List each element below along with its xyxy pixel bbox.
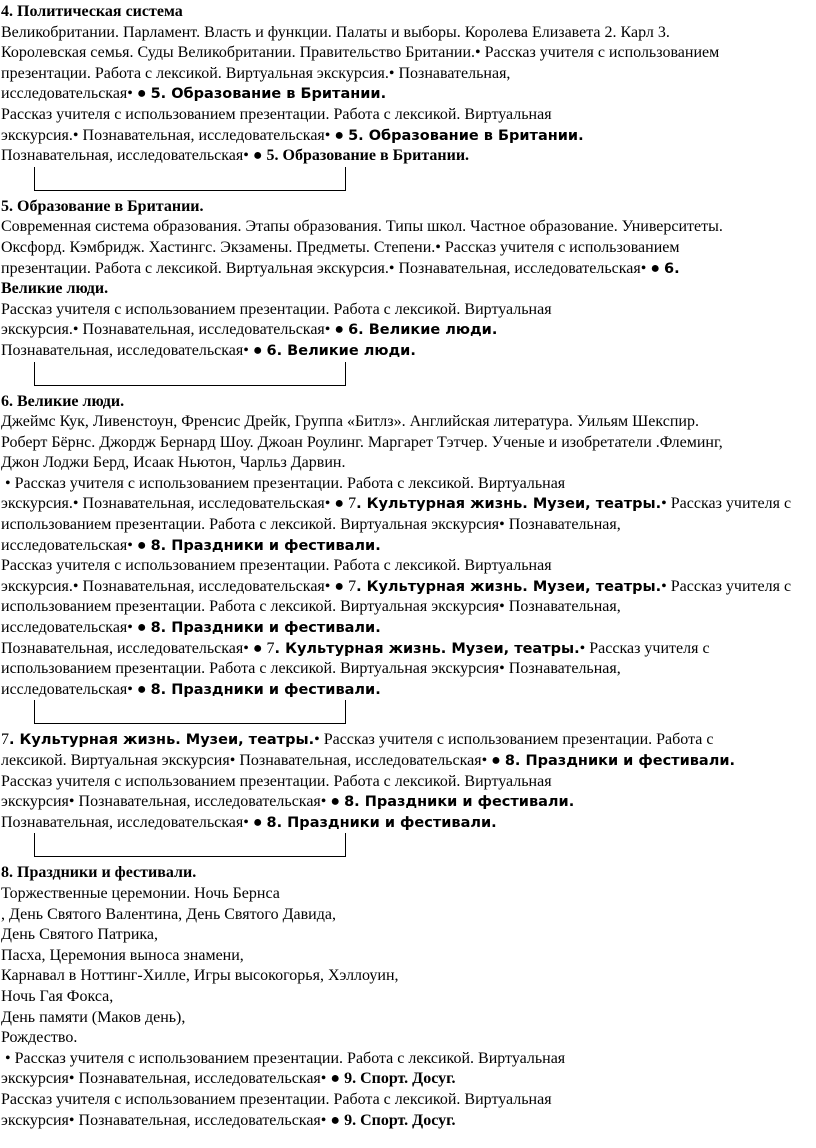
next-topic: 9. Спорт. Досуг.: [344, 1111, 456, 1129]
next-topic: 5. Образование в Британии.: [266, 147, 470, 165]
bullet-icon: •: [388, 259, 395, 277]
bullet-icon: ●: [330, 1111, 341, 1129]
bullet-icon: •: [640, 259, 647, 277]
next-topic: Великие люди.: [1, 280, 109, 298]
bullet-icon: •: [72, 577, 79, 595]
text-line: экскурсия.• Познавательная, исследовательская• ● 7. Культурная жизнь. Музеи, театры.• Рассказ учителя с: [1, 577, 792, 595]
bullet-icon: •: [68, 793, 75, 811]
next-topic-number: 6.: [663, 260, 680, 277]
text-line: Рассказ учителя с использованием презентации. Работа с лексикой. Виртуальная: [1, 105, 552, 123]
bullet-icon: ●: [491, 752, 501, 769]
bullet-icon: ●: [334, 321, 345, 339]
section-heading: 8. Праздники и фестивали.: [1, 864, 197, 882]
bullet-icon: ●: [334, 577, 345, 595]
bullet-icon: •: [127, 619, 133, 637]
bullet-icon: ●: [650, 259, 660, 277]
section-heading: 6. Великие люди.: [1, 392, 125, 410]
bullet-icon: •: [68, 1070, 75, 1088]
text-line: использованием презентации. Работа с лексикой. Виртуальная экскурсия• Познавательная,: [1, 598, 621, 616]
bullet-icon: ●: [136, 85, 147, 103]
next-topic: . Культурная жизнь. Музеи, театры.: [356, 496, 662, 513]
bullet-icon: •: [499, 660, 505, 678]
text-line: Великобритании. Парламент. Власть и функции. Палаты и выборы. Королева Елизавета 2. Карл 3.: [1, 23, 670, 41]
text-line: • Рассказ учителя с использованием презентации. Работа с лексикой. Виртуальная: [5, 1049, 566, 1067]
text-line: Рассказ учителя с использованием презентации. Работа с лексикой. Виртуальная: [1, 1090, 552, 1108]
bullet-icon: •: [243, 813, 249, 831]
bullet-icon: •: [72, 495, 79, 513]
bullet-icon: •: [499, 598, 505, 616]
bullet-icon: ●: [252, 341, 263, 359]
next-topic: 8. Праздники и фестивали.: [150, 537, 381, 554]
next-topic: 8. Праздники и фестивали.: [150, 681, 381, 698]
bullet-icon: •: [324, 321, 331, 339]
bullet-icon: •: [72, 126, 79, 144]
bullet-icon: •: [127, 680, 133, 698]
bullet-icon: •: [661, 495, 667, 513]
text-line: исследовательская• ● 8. Праздники и фестивали.: [1, 536, 381, 554]
text-line: исследовательская• ● 8. Праздники и фестивали.: [1, 680, 381, 698]
text-line: Познавательная, исследовательская• ● 5. Образование в Британии.: [1, 147, 470, 165]
text-line: экскурсия• Познавательная, исследовательская• ● 9. Спорт. Досуг.: [1, 1111, 456, 1129]
section-8: [1, 863, 813, 1131]
bracket-divider: [34, 362, 346, 386]
bullet-icon: •: [68, 1111, 75, 1129]
bullet-icon: •: [127, 536, 133, 554]
bullet-icon: •: [324, 495, 331, 513]
text-line: экскурсия• Познавательная, исследовательская• ● 9. Спорт. Досуг.: [1, 1070, 456, 1088]
text-line: Джеймс Кук, Ливенстоун, Френсис Дрейк, Группа «Битлз». Английская литература. Уильям Шекспир.: [1, 413, 699, 431]
section-7: [1, 730, 813, 857]
bullet-icon: ●: [136, 619, 147, 637]
bullet-icon: ●: [252, 147, 263, 165]
next-topic: 6. Великие люди.: [348, 322, 498, 339]
bracket-divider: [34, 700, 346, 724]
next-topic: . Культурная жизнь. Музеи, театры.: [356, 578, 662, 595]
bullet-icon: ●: [252, 813, 263, 831]
bullet-icon: •: [243, 341, 249, 359]
text-line: День памяти (Маков день),: [1, 1008, 186, 1026]
bullet-icon: •: [499, 516, 505, 534]
bullet-icon: ●: [136, 680, 147, 698]
bullet-icon: ●: [330, 793, 341, 811]
bullet-icon: •: [127, 85, 133, 103]
text-line: экскурсия.• Познавательная, исследовательская• ● 6. Великие люди.: [1, 321, 498, 339]
next-topic: 8. Праздники и фестивали.: [150, 620, 381, 637]
text-line: использованием презентации. Работа с лексикой. Виртуальная экскурсия• Познавательная,: [1, 660, 621, 678]
bullet-icon: •: [475, 44, 481, 62]
section-heading: . Культурная жизнь. Музеи, театры.: [9, 732, 315, 749]
text-line: Рассказ учителя с использованием презентации. Работа с лексикой. Виртуальная: [1, 300, 552, 318]
text-line: презентации. Работа с лексикой. Виртуальная экскурсия.• Познавательная, исследовательская• ● 6.: [1, 259, 680, 277]
text-line: Познавательная, исследовательская• ● 6. Великие люди.: [1, 341, 416, 359]
text-line: исследовательская• ● 8. Праздники и фестивали.: [1, 619, 381, 637]
text-line: Познавательная, исследовательская• ● 8. Праздники и фестивали.: [1, 813, 497, 831]
bullet-icon: ●: [136, 536, 147, 554]
text-line: лексикой. Виртуальная экскурсия• Познавательная, исследовательская• ● 8. Праздники и фестивали.: [1, 752, 735, 769]
text-line: Рождество.: [1, 1029, 78, 1047]
bullet-icon: •: [320, 1111, 327, 1129]
text-line: Роберт Бёрнс. Джордж Бернард Шоу. Джоан Роулинг. Маргарет Тэтчер. Ученые и изобретатели .Флеминг,: [1, 433, 723, 451]
bullet-icon: •: [314, 731, 320, 749]
bullet-icon: •: [481, 752, 488, 769]
next-topic: 5. Образование в Британии.: [348, 127, 584, 144]
section-heading: 4. Политическая система: [1, 3, 183, 20]
bullet-icon: ●: [334, 495, 345, 513]
text-line: Ночь Гая Фокса,: [1, 987, 114, 1005]
bullet-icon: •: [320, 793, 327, 811]
bullet-icon: ●: [334, 126, 345, 144]
bullet-icon: •: [243, 147, 249, 165]
bracket-divider: [34, 167, 346, 191]
bullet-icon: •: [72, 321, 79, 339]
bullet-icon: •: [579, 639, 586, 657]
text-line: Торжественные церемонии. Ночь Бернса: [1, 884, 280, 902]
next-topic: 8. Праздники и фестивали.: [266, 814, 497, 831]
text-line: экскурсия• Познавательная, исследовательская• ● 8. Праздники и фестивали.: [1, 793, 575, 811]
next-topic: 8. Праздники и фестивали.: [504, 753, 735, 769]
bullet-icon: •: [5, 474, 11, 492]
next-topic: . Культурная жизнь. Музеи, театры.: [274, 640, 580, 657]
text-line: , День Святого Валентина, День Святого Давида,: [1, 905, 336, 923]
text-line: презентации. Работа с лексикой. Виртуальная экскурсия.• Познавательная,: [1, 64, 511, 82]
section-5: [1, 197, 813, 386]
bullet-icon: •: [320, 1070, 327, 1088]
bullet-icon: •: [324, 577, 331, 595]
bullet-icon: •: [388, 64, 395, 82]
section-6: [1, 392, 813, 725]
next-topic: 8. Праздники и фестивали.: [344, 794, 575, 811]
bullet-icon: •: [435, 238, 441, 256]
text-line: Рассказ учителя с использованием презентации. Работа с лексикой. Виртуальная: [1, 772, 552, 790]
text-line: Пасха, Церемония выноса знамени,: [1, 946, 244, 964]
next-topic: 9. Спорт. Досуг.: [344, 1070, 456, 1088]
bullet-icon: •: [243, 639, 249, 657]
text-line: использованием презентации. Работа с лексикой. Виртуальная экскурсия• Познавательная,: [1, 516, 621, 534]
text-line: Джон Лоджи Берд, Исаак Ньютон, Чарльз Дарвин.: [1, 454, 346, 472]
text-line: исследовательская• ● 5. Образование в Британии.: [1, 85, 387, 103]
text-line: 7. Культурная жизнь. Музеи, театры.• Рассказ учителя с использованием презентации. Работа с: [1, 731, 714, 749]
text-line: Рассказ учителя с использованием презентации. Работа с лексикой. Виртуальная: [1, 557, 552, 575]
text-line: Карнавал в Ноттинг-Хилле, Игры высокогорья, Хэллоуин,: [1, 967, 399, 985]
text-line: Современная система образования. Этапы образования. Типы школ. Частное образование. Университеты.: [1, 218, 723, 236]
next-topic: 5. Образование в Британии.: [150, 86, 387, 103]
bullet-icon: •: [661, 577, 667, 595]
section-heading: 5. Образование в Британии.: [1, 197, 204, 215]
bracket-divider: [34, 833, 346, 857]
bullet-icon: •: [324, 126, 331, 144]
bullet-icon: •: [229, 752, 236, 769]
text-line: Оксфорд. Кэмбридж. Хастингс. Экзамены. Предметы. Степени.• Рассказ учителя с использованием: [1, 238, 680, 256]
section-number: 7: [1, 731, 9, 749]
next-topic: 6. Великие люди.: [266, 342, 416, 359]
text-line: • Рассказ учителя с использованием презентации. Работа с лексикой. Виртуальная: [5, 474, 566, 492]
bullet-icon: ●: [330, 1070, 341, 1088]
section-4: [1, 2, 813, 191]
bullet-icon: ●: [252, 639, 263, 657]
document-body: [1, 2, 813, 1131]
text-line: экскурсия.• Познавательная, исследовательская• ● 5. Образование в Британии.: [1, 126, 584, 144]
text-line: Познавательная, исследовательская• ● 7. Культурная жизнь. Музеи, театры.• Рассказ учителя с: [1, 639, 710, 657]
text-line: экскурсия.• Познавательная, исследовательская• ● 7. Культурная жизнь. Музеи, театры.• Рассказ учителя с: [1, 495, 792, 513]
text-line: Королевская семья. Суды Великобритании. Правительство Британии.• Рассказ учителя с использованием: [1, 44, 720, 62]
text-line: День Святого Патрика,: [1, 926, 159, 944]
bullet-icon: •: [5, 1049, 11, 1067]
